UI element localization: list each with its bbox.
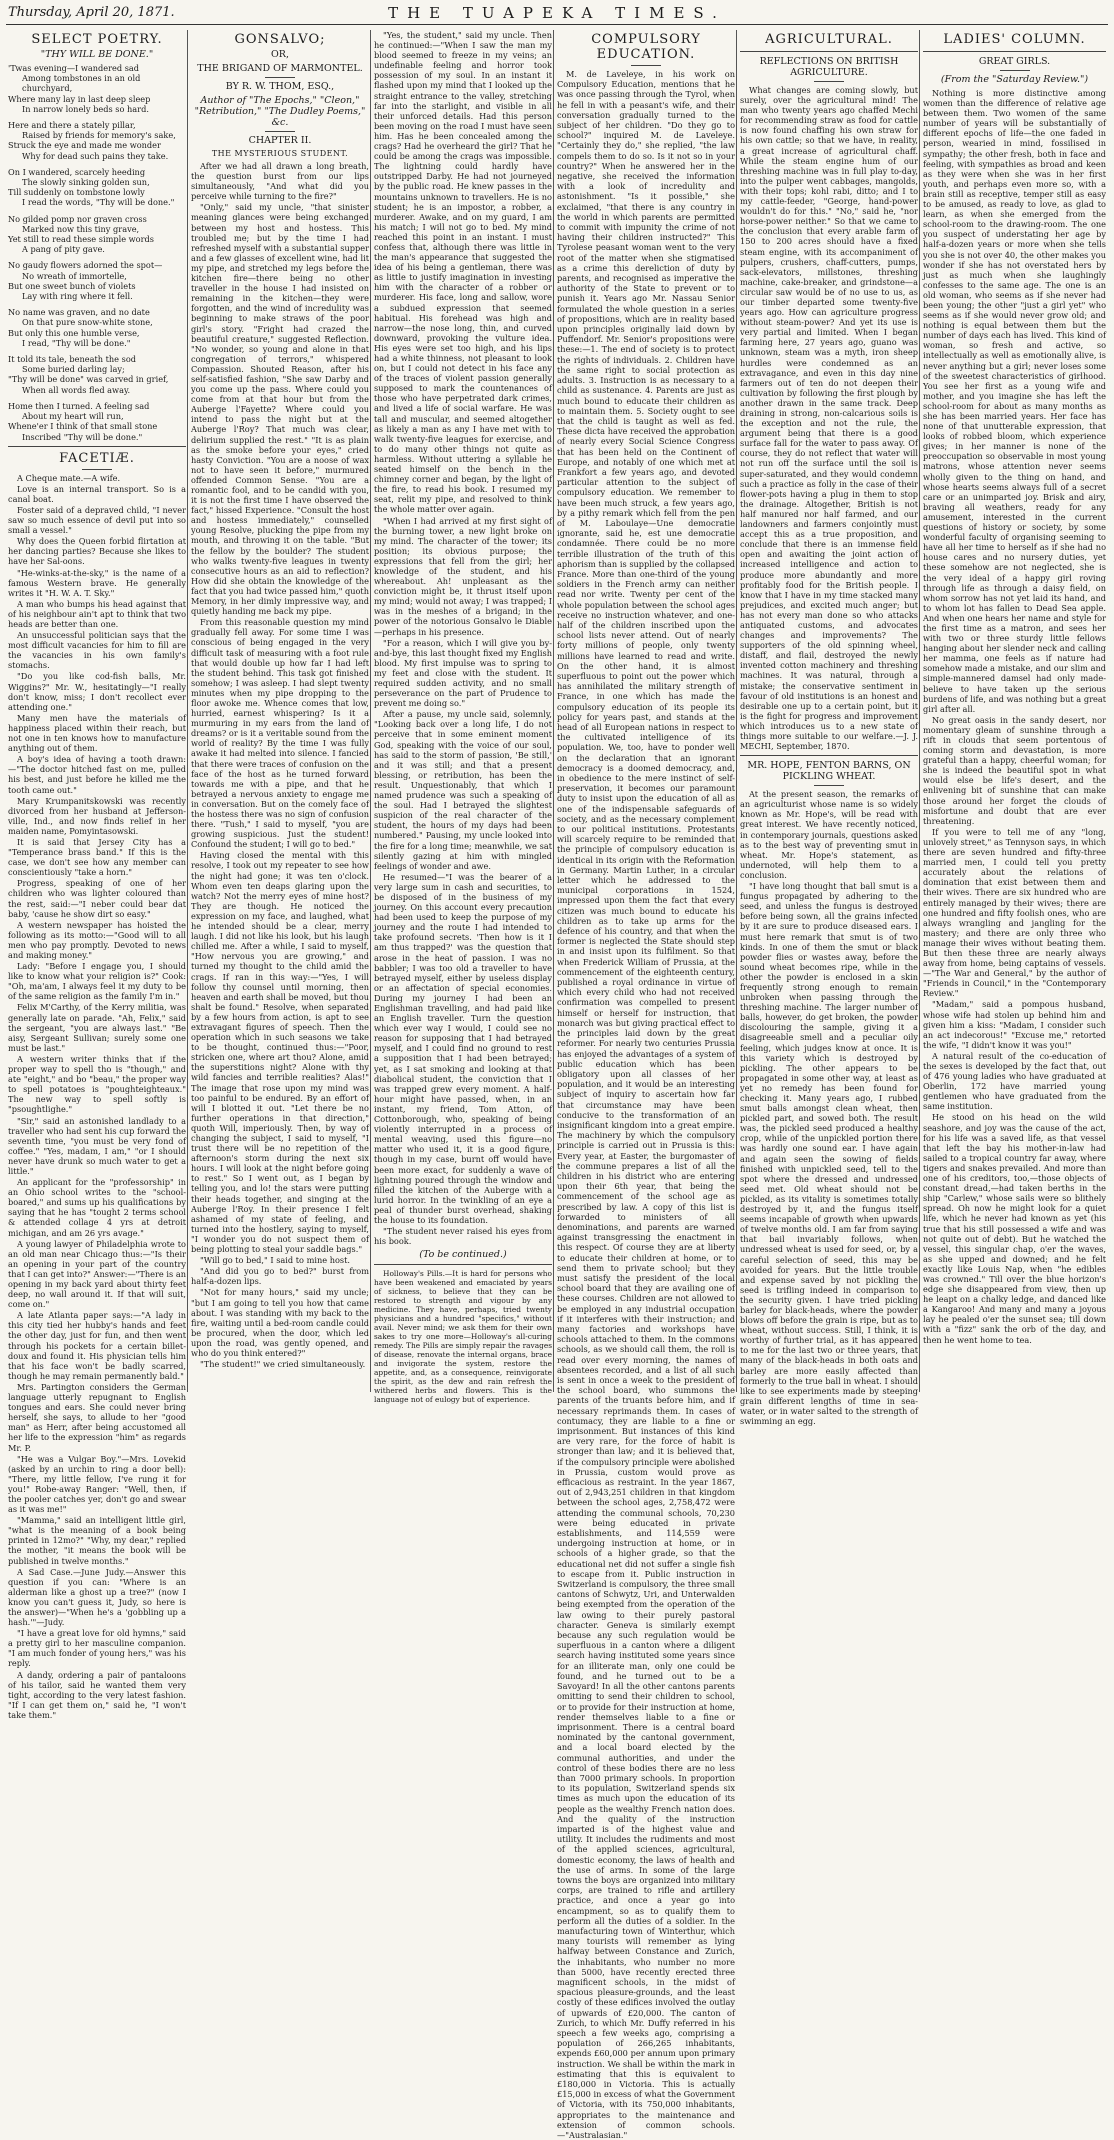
article-paragraph: A natural result of the co-education of the sexes is developed by the fact that, out of 476 young ladies who have graduated at Oberlin, 172 have married young gentlemen who have graduated from the same institution. xyxy=(923,1050,1106,1112)
story-credit: Author of "The Epochs," "Cleon," "Retribution," "The Dudley Poems," &c. xyxy=(194,95,366,128)
column-compulsory-education xyxy=(557,30,735,2140)
column-rule xyxy=(919,30,920,1392)
story-paragraph: From this reasonable question my mind gradually fell away. For some time I was conscious of being engaged in the very difficult task of measuring with a foot rule that would double up how far I had left the student behind. This task got finished somehow; I was asleep. I had slept twenty minutes when my pipe dropping to the floor awoke me. Whence comes that low, hurried, earnest whispering? Is it a murmuring in my ears from the land of dreams? or is it a veritable sound from the world of reality? By the time I was fully awake it had melted into silence. I fancied that there were traces of confusion on the face of the host as he turned forward towards me with a pipe, and that he betrayed a nervous anxiety to engage me in conversation. But on the comely face of the hostess there was no sign of confusion there. "Tush," I said to myself, "you are growing suspicious. Just the student! Confound the student; I will go to bed." xyxy=(191,617,369,850)
article-source: (From the "Saturday Review.") xyxy=(940,74,1089,85)
story-paragraph: "And did you go to bed?" burst from half-a-dozen lips. xyxy=(191,1266,369,1287)
poem-line: No name was graven, and no date xyxy=(8,307,150,318)
facetiae-item: A man who bumps his head against that of his neighbour ain't apt to think that two heads are better than one. xyxy=(8,598,186,630)
facetiae-item: Many men have the materials of happiness placed within their reach, but not one in ten knows how to manufacture anything out of them. xyxy=(8,712,186,754)
story-paragraph: "The student!" we cried simultaneously. xyxy=(200,1359,366,1370)
poem-line: A pang of pity gave. xyxy=(22,244,105,255)
story-paragraph: "For a reason, which I will give you by-and-bye, this last thought fixed my English blood. My first impulse was to spring to my feet and close with the student. It required sudden activity, and no small perseverance on the part of Prudence to prevent me doing so." xyxy=(374,637,552,709)
facetiae-item: A young lawyer of Philadelphia wrote to an old man near Chicago thus:—"Is their an opening in your part of the country that I can get into?" Answer:—"There is an opening in my back yard about thirty feet deep, no wall around it. If that will suit, come on." xyxy=(8,1238,186,1310)
poem-line: Raised by friends for memory's sake, xyxy=(22,130,176,141)
poem-line: 'Twas evening—I wandered sad xyxy=(8,63,140,73)
column-ladies xyxy=(923,30,1106,1392)
poem-line: No gaudy flowers adorned the spot— xyxy=(8,260,163,271)
poem-line: "Thy will be done" was carved in grief, xyxy=(8,374,169,385)
poem-line: Whene'er I think of that small stone xyxy=(8,421,158,432)
facetiae-item: A Cheque mate.—A wife. xyxy=(17,472,121,483)
section-divider xyxy=(740,51,918,52)
facetiae-item: An applicant for the "professorship" in an Ohio school writes to the "school-boared," and sums up his qualifications by saying that he has "tought 2 terms school & attended collage 4 yrs at detroit michigan, and am 26 yrs avage." xyxy=(8,1177,186,1238)
issue-date: Thursday, April 20, 1871. xyxy=(8,5,175,20)
heading-rule xyxy=(82,469,112,470)
section-heading-poetry: SELECT POETRY. xyxy=(31,32,163,47)
facetiae-item: A Sad Case.—June Judy.—Answer this question if you can: "Where is an alderman like a ghost up a tree?" (now I know you can't guess it, Judy, so here is the answer)—"When he's a 'gobbling up a hash.'"—Judy. xyxy=(8,1566,186,1628)
facetiae-item: A late Atlanta paper says:—"A lady in this city tied her hubby's hands and feet the other day, just for fun, and then went through his pockets for a certain billet-doux and found it. His physician tells him that his face won't be badly scarred, though he may remain permanently bald." xyxy=(8,1310,186,1381)
heading-rule xyxy=(265,77,295,78)
facetiae-item: Lady: "Before I engage you, I should like to know what your religion is?" Cook: "Oh, ma'am, I always feel it my duty to be of the same religion as the family I'm in." xyxy=(8,961,186,1002)
column-gonsalvo xyxy=(191,30,369,1392)
column-rule xyxy=(553,30,554,1392)
facetiae-item: Mrs. Partington considers the German language utterly repugnant to English tongues and ears. She could never bring herself, she says, to allude to her "good man" as Herr, after being accustomed all her life to the expression "him" as regards Mr. P. xyxy=(8,1381,186,1453)
story-paragraph: "When I had arrived at my first sight of the burning tower, a new light broke on my mind. The character of the tower; its position; its obvious purpose; the expressions that fell from the girl; her knowledge of the student, and his whereabout. Ah! unpleasant as the conviction might be, it thrust itself upon my mind; would not away; I was trapped; I was in the meshes of a brigand; in the power of the notorious Gonsalvo le Diable—perhaps in his presence. xyxy=(374,515,552,637)
story-body-continued xyxy=(374,30,552,1246)
facetiae-list xyxy=(8,473,186,1720)
facetiae-item: "Mamma," said an intelligent little girl, "what is the meaning of a book being printed in 12mo?" "Why, my dear," replied the mother, "it means the book will be published in twelve months." xyxy=(8,1515,186,1566)
story-subtitle: THE BRIGAND OF MARMONTEL. xyxy=(197,63,363,74)
article-paragraph: "Madam," said a pompous husband, whose wife had stolen up behind him and given him a kiss: "Madam, I consider such an act indecorous!" "Excuse me," retorted the wife, "I didn't know it was you!" xyxy=(923,999,1106,1050)
story-paragraph: After we had all drawn a long breath, the question burst from our lips simultaneously, "And what did you perceive while turning to the fire?" xyxy=(191,161,369,202)
facetiae-item: "He-winks-at-the-sky," is the name of a famous Western brave. He generally writes it "H. W. A. T. Sky." xyxy=(8,567,186,598)
article-paragraph: Nothing is more distinctive among women than the difference of relative age between them. Two women of the same number of years will be substantially of different epochs of life—the one faded in person, wearied in mind, fossilised in sympathy; the other fresh, both in face and feeling, with sympathies as broad and keen as they were when she was in her first youth, and perhaps even more so, with a brain still as receptive, temper still as easy to be amused, as ready to love, as glad to learn, as when she emerged from the school-room to the drawing-room. The one you suspect of understating her age by half-a-dozen years or more when she tells you she is not over 40, the other makes you wonder if she has not overstated hers by just as much when she laughingly confesses to the same age. The one is an old woman, who seems as if she never had been young; the other "just a girl yet" who seems as if she would never grow old; and nothing is equal between them but the number of days each has lived. This kind of woman, so fresh and active, so intellectually as well as emotionally alive, is never anything but a girl; never loses some of the sweetest characteristics of girlhood. You see her first as a young wife and mother, and you imagine she has left the school-room for about as many months as she has been married years. Her face has none of that unutterable expression, that looks of robbed bloom, which experience gives; in her manner is none of the preoccupation so observable in most young matrons, whose attention never seems wholly given to the thing on hand, and whose hearts seems always full of a secret care or an unimparted joy. Brisk and airy, braving all weathers, ready for any amusement, interested in the current questions of history or society, by some wonderful faculty of organising seeming to have all her time to herself as if she had no house cares and no nursery duties, yet these somehow are not neglected, she is the very ideal of a happy girl roving through life as through a daisy field, on whom sorrow has not yet laid its hand, and to whom lot has fallen to Dead Sea apple. And when one hears her name and style for the first time as a matron, and sees her with two or three sturdy little fellows hanging about her slender neck and calling her mamma, one feels as if nature had somehow made a mistake, and our slim and simple-mannered damsel had only made-believe to have taken up the serious burdens of life, and was nothing but a great girl after all. xyxy=(923,88,1106,714)
poem-line: Why for dead such pains they take. xyxy=(22,150,169,161)
facetiae-item: "Sir," said an astonished landlady to a traveller who had sent his cup forward the seventh time, "you must be very fond of coffee." "Yes, madam, I am," "or I should never have drunk so much water to get a little." xyxy=(8,1115,186,1176)
poem-line: Some buried darling lay; xyxy=(22,364,125,375)
facetiae-item: "Do you like cod-fish balls, Mr. Wiggins?" Mr. W., hesitatingly—"I really don't know, miss; I don't recollect ever attending one." xyxy=(8,671,186,712)
article-paragraph: What changes are coming slowly, but surely, over the agricultural mind! The man who twenty years ago chaffed Mechi for recommending straw as food for cattle is now found chaffing his own straw for his own cattle; so that we have, in reality, a great increase of agricultural chaff. While the steam engine hum of our threshing machine was in full play to-day, into the pulper went cabbages, mangolds, with their tops; kohl rabi, ditto; and I to my cattle-feeder, "George, hand-power wouldn't do for this." "No," said he, "nor horse-power neither." So that we came to the conclusion that every arable farm of 150 to 200 acres should have a fixed steam engine, with its accompaniment of pulpers, crushers, chaff-cutters, pumps, sack-elevators, millstones, threshing machine, cake-breaker, and grindstone—a circular saw would be of no use to us, as our timber departed some twenty-five years ago. How can agriculture progress without steam-power? And yet its use is very partial and limited. When I began farming here, 27 years ago, guano was unknown, steam was a myth, iron sheep hurdles were condemned as an extravagance, and even in this day nine farmers out of ten do not deepen their cultivation by following the first plough by another drawn in the same track. Deep draining in strong, non-calcarious soils is the exception and not the rule, the argument being that there is a good surface fall for the water to pass away. Of course, they do not reflect that water will not run off the surface until the soil is super-saturated, and they would condemn such a practice as folly in the case of their flower-pots having a plug in them to stop the drainage. Altogether, British is not half manured nor half farmed, and our landowners and farmers conjointly must accept this as a true proposition, and conclude that there is an immense field open and awaiting the joint action of increased intelligence and action to produce more abundantly and more profitably food for the British people. I know that I have in my time stacked many prejudices, and excited much anger; but has not every man done so who attacks antiquated customs, and advocates changes and improvements? The supporters of the old spinning wheel, distaff, and flail, destroyed the newly invented cotton machinery and threshing machines. It was natural, through a mistake; the conservative sentiment in favour of old institutions is an honest and desirable one up to a certain point, but it is the fight for progress and improvement which introduces us to a new state of things more suitable to our welfare.—J. J. MECHI, September, 1870. xyxy=(740,85,918,752)
story-or: OR, xyxy=(271,49,289,60)
column-rule xyxy=(187,30,188,1392)
holloway-pills-ad: Holloway's Pills.—It is hard for persons who have been weakened and emaciated by years of sickness, to believe that they can be restored to strength and vigour by any medicine. They have, perhaps, tried twenty physicians and a hundred "specifics," without avail. Never mind; we ask them for their own sakes to try one more—Holloway's all-curing remedy. The Pills are simply repair the ravages of disease, renovate the internal organs, brace and invigorate the system, restore the appetite, and, as a consequence, reinvigorate the spirit, as the dew and rain refresh the withered herbs and flowers. This is the language not of eulogy but of experience. xyxy=(374,1269,552,1405)
poem-line: Among tombstones in an old churchyard, xyxy=(22,73,141,94)
section-heading-facetiae: FACETIÆ. xyxy=(59,450,135,466)
story-paragraph: "Yes, the student," said my uncle. Then he continued:—"When I saw the man my blood seemed to freeze in my veins; an undefinable feeling and horror took possession of my soul. In an instant it flashed upon my mind that I looked up the straight entrance to the valley, stretching far into the starlight, and visible in all their unforced details. Had this person been moving on the road I must have seen him. Has he been concealed among the crags? Had he overheard the girl? That he could be among the crags was impossible. The lightning could hardly have outstripped Darby. He had not journeyed by the public road. He knew passes in the mountains unknown to travellers. He is no student; he is an impostor, a robber, a murderer. Awake, and on my guard, I am his match; I will not go to bed. My mind reached this point in an instant. I must confess that, although there was little in the man's appearance that suggested the idea of his being a gentleman, there was as little to justify imagination in investing him with the character of a robber or murderer. His face, long and sallow, wore a subdued expression that seemed habitual. His forehead was high and narrow—the nose long, thin, and curved downward, provoking the vulture idea. His eyes were set too high, and his lips had a white thinness, not pleasant to look on, but I could not detect in his face any of the traces of violent passion generally supposed to mark the countenances of those who have perpetrated dark crimes, and lived a life of social warfare. He was tall and muscular, and seemed altogether as likely a man as any I have met with to walk twenty-five leagues for exercise, and to do many other things not quite as harmless. Without uttering a syllable he seated himself on the bench in the chimney corner and began, by the light of the fire, to read his book. I resumed my seat, relit my pipe, and resolved to think the whole matter over again. xyxy=(374,30,552,515)
column-agricultural xyxy=(740,30,918,1426)
article-title-reflections: REFLECTIONS ON BRITISH AGRICULTURE. xyxy=(759,56,899,78)
facetiae-item: Progress, speaking of one of her children who was lighter coloured than the rest, said:—"I neber could bear dat baby, 'cause he show dirt so easy." xyxy=(8,878,186,919)
advertisement xyxy=(374,1269,552,1404)
poem-line: It told its tale, beneath the sod xyxy=(8,354,136,365)
article-paragraph: If you were to tell me of any "long, unlovely street," as Tennyson says, in which there are seven hundred and fifty-three married men, I could tell you pretty accurately about the relations of domination that exist between them and their wives. There are six hundred who are entirely managed by their wives; there are one hundred and fifty foolish ones, who are always wrangling and jangling for the mastery; and there are only three who manage their wives without beating them. But then these three are nearly always away from home, being captains of vessels.—"The War and General," by the author of "Friends in Council," in the "Contemporary Review." xyxy=(923,826,1106,999)
story-paragraph: "Will go to bed," I said to mine host. xyxy=(200,1255,350,1266)
facetiae-item: It is said that Jersey City has a "Temperance brass band." If this is the case, we don't see how any member can conscientiously "take a horn." xyxy=(8,836,186,878)
poem-line: I read the words, "Thy will be done." xyxy=(22,197,175,208)
column-gonsalvo-continued xyxy=(374,30,552,1405)
section-heading-agricultural: AGRICULTURAL. xyxy=(765,32,893,47)
poem-line: Where many lay in last deep sleep xyxy=(8,93,151,104)
article-title-pickling: MR. HOPE, FENTON BARNS, ON PICKLING WHEAT. xyxy=(747,760,911,783)
poem-line: In narrow lonely beds so hard. xyxy=(22,103,149,114)
section-divider xyxy=(740,755,918,756)
facetiae-item: A dandy, ordering a pair of pantaloons of his tailor, said he wanted them very tight, according to the very latest fashion. "If I can get them on," said he, "I won't take them." xyxy=(8,1669,186,1720)
poem-line: On I wandered, scarcely heeding xyxy=(8,166,146,177)
section-heading-education: COMPULSORY EDUCATION. xyxy=(591,32,701,62)
section-divider xyxy=(374,1264,552,1265)
great-girls-article xyxy=(923,88,1106,1345)
story-paragraph: He resumed—"I was the bearer of a very large sum in cash and securities, to be disposed of in the business of my journey. On this account every precaution had been used to keep the purpose of my journey and the route I had intended to take profound secrets. 'Then how is it I am thus trapped?' was the question that arose in the heat of passion. I was no babbler; I was too old a traveller to have betrayed myself, either by useless display or an affectation of special economies. During my journey I had been an Englishman travelling, and had paid like an English traveller. Turn the question which ever way I would, I could see no reason for supposing that I had betrayed myself, and I could find no ground to rest a supposition that I had been betrayed; yet, as I sat smoking and looking at that diabolical student, the conviction that I was trapped grew every moment. A half-hour might have passed, when, in an instant, my friend, Tom Atton, of Cottonborough, who, speaking of being violently interrupted in a process of mental weaving, used this figure—no matter who used it, it is a good figure, though in my case, burnt off would have been more exact, for suddenly a wave of lightning poured through the window and filled the kitchen of the Auberge with a lurid horror. In the twinkling of an eye a peal of thunder burst overhead, shaking the house to its foundation. xyxy=(374,871,552,1225)
poem-line: But only this one humble verse, xyxy=(8,327,140,338)
section-heading-ladies: LADIES' COLUMN. xyxy=(943,32,1086,47)
facetiae-item: Felix M'Carthy, of the Kerry militia, was generally late on parade. "Ah, Felix," said the sergeant, "you are always last." "Be aisy, Sergeant Sullivan; surely some one must be last." xyxy=(8,1002,186,1053)
story-title: GONSALVO; xyxy=(234,32,326,47)
facetiae-item: Foster said of a depraved child, "I never saw so much essence of devil put into so small a vessel." xyxy=(8,504,186,536)
education-article xyxy=(557,69,735,2140)
chapter-number: CHAPTER II. xyxy=(248,135,312,146)
chapter-title: THE MYSTERIOUS STUDENT. xyxy=(211,149,349,158)
facetiae-item: A western newspaper has hoisted the following as its motto:—"Good will to all men who pay promptly. Devoted to news and making money." xyxy=(8,919,186,961)
facetiae-item: Why does the Queen forbid flirtation at her dancing parties? Because she likes to have her Sal-oons. xyxy=(8,536,186,567)
facetiae-item: Mary Krumpanitskowski was recently divorced from her husband at Jefferson-ville, Ind., and now finds relief in her maiden name, Pomyintasowski. xyxy=(8,795,186,836)
to-be-continued: (To be continued.) xyxy=(419,1249,507,1261)
article-paragraph: At the present season, the remarks of an agriculturist whose name is so widely known as Mr. Hope's, will be read with great interest. We have recently noticed, in contemporary journals, questions asked as to the best way of preventing smut in wheat. Mr. Hope's statement, as undernoted, will help them to a conclusion. xyxy=(740,789,918,880)
story-paragraph: Having closed the mental with this resolve, I took out my repeater to see how the night had gone; it was ten o'clock. Whom even ten deaps glaring upon the watch? Not the merry eyes of mine host? They are though. He noticed the expression on my face, and laughed, what he intended should be a clear, merry laugh. I did not like his look, but his laugh chilled me. After a while, I said to myself, "How nervous you are growing," and turned my thought to the child amid the crags. If ran in this way:—"Yes, I will follow thy counsel until morning, then heaven and earth shall be moved, but thou shalt be found." Resolve, when separated by a few hours from action, is apt to see extravagant figures of speech. Then the operation which in such seasons we take to be thought, continued thus:—"Poor, stricken one, where art thou? Alone, amid the superstitions night? Alone with thy wild fancies and terrible realities? Alas!" The image that rose upon my mind was too painful to be endured. By an effort of will I blotted it out. "Let there be no further operations in that direction," quoth Will, imperiously. Then, by way of changing the subject, I said to myself, "I trust there will be no repetition of the afternoon's storm during the next six hours. I will look at the night before going to rest." So I went out, as I began by telling you, and lo! the stars were putting their heads together, and singing at the Auberge l'Roy. In their presence I felt ashamed of my state of feeling, and turned into the hostlery, saying to myself, "I wonder you do not suspect them of being plotting to steal your saddle bags." xyxy=(191,850,369,1255)
facetiae-item: A boy's idea of having a tooth drawn:—"The doctor hitched fast on me, pulled his best, and just before he killed me the tooth came out." xyxy=(8,754,186,795)
facetiae-item: "I have a great love for old hymns," said a pretty girl to her masculine companion. "I am much fonder of young hers," was his reply. xyxy=(8,1628,186,1669)
poem-line: Here and there a stately pillar, xyxy=(8,120,136,131)
poem-line: Till suddenly on tombstone lowly xyxy=(8,187,145,198)
facetiae-item: "He was a Vulgar Boy."—Mrs. Lovekid (asked by an urchin to ring a door bell): "There, my little fellow, I've rung it for you!" Robe-away Ranger: "Well, then, if the pooler catches yer, don't go and swear as it was me!" xyxy=(8,1453,186,1515)
poem-line: Struck the eye and made me wonder xyxy=(8,140,161,151)
poem-line: But one sweet bunch of violets xyxy=(8,280,136,291)
story-paragraph: "Only," said my uncle, "that sinister meaning glances were being exchanged between my host and hostess. This troubled me; but by the time I had refreshed myself with a substantial supper and a few glasses of excellent wine, had lit my pipe, and stretched my legs before the kitchen fire—there being no other traveller in the house I had insisted on remaining in the kitchen—they were forgotten, and the wind of incredulity was beginning to make straws of the poor girl's story. "Fright had crazed the beautiful creature," suggested Reflection. "No wonder, so young and alone in that congregation of terrors," whispered Compassion. Shouted Reason, after his self-satisfied fashion, "She saw Darby and you come up the pass. Where could you come from at that hour but from the Auberge l'Fayette? Where could you intend to pass the night but at the Auberge l'Roy? That much was clear, delirium supplied the rest." "It is as plain as the smoke before your eyes," cried hasty Conviction. "You are a noose of wax not to have seen it before," murmured offended Common Sense. "You are a romantic fool, and to be candid with you, it is not the first time I have observed the fact," hissed Experience. "Consult the host and hostess immediately," counselled young Resolve, plucking the pipe from my mouth, and throwing it on the table. "But the fellow by the boulder? The student who walks twenty-five leagues in twenty consecutive hours as an aid to reflection? How did she obtain the knowledge of the fact that you had twice passed him," quoth Memory, in her dimly impressive way, and quietly handing me back my pipe. xyxy=(191,202,369,617)
facetiae-item: An unsuccessful politician says that the most difficult vacancies for him to fill are the vacancies in his own family's stomachs. xyxy=(8,630,186,671)
story-paragraph: After a pause, my uncle said, solemnly, "Looking back over a long life, I do not perceive that in some eminent moment God, speaking with the voice of our soul, has said to the storm of passion, 'Be still,' and it was still; and that a present blessing, or retribution, has been the result. Unquestionably, that which I named prudence was such a speaking of the soul. Had I betrayed the slightest suspicion of the real character of the student, the hours of my days had been numbered." Pausing, my uncle looked into the fire for a long time; meanwhile, we sat silently gazing at him with mingled feelings of wonder and awe. xyxy=(374,709,552,871)
story-byline: BY R. W. THOM, ESQ., xyxy=(225,81,335,92)
poem-line: Inscribed "Thy will be done." xyxy=(22,431,143,442)
article-paragraph: M. de Laveleye, in his work on Compulsory Education, mentions that he was once passing through the Tyrol, when he fell in with a peasant's wife, and their conversation gradually turned to the subject of her children. "Do they go to school?" inquired M. de Laveleye. "Certainly they do," she replied, "the law compels them to do so. Is it not so in your country?" When he answered her in the negative, she received the information with a look of incredulity and astonishment. "Is it possible," she exclaimed, "that there is any country in the world in which parents are permitted to commit with impunity the crime of not having their children instructed?" This Tyrolese peasant woman went to the very root of the matter when she stigmatised as a crime this dereliction of duty by parents, and recognised as imperative the authority of the State to prevent or to punish it. Years ago Mr. Nassau Senior formulated the whole question in a series of propositions, which are in reality based upon principles originally laid down by Puffendorf. Mr. Senior's propositions were these:—1. The end of society is to protect the rights of individuals. 2. Children have the same right to social protection as adults. 3. Instruction is as necessary to a child as sustenance. 4. Parents are just as much bound to educate their children as to maintain them. 5. Society ought to see that the child is taught as well as fed. These dicta have received the approbation of nearly every Social Science Congress that has been held on the Continent of Europe, and notably of one which met at Frankfort a few years ago, and devoted particular attention to the subject of compulsory education. We remember to have been much struck, a few years ago, by a pithy remark which fell from the pen of M. Laboulaye—Une democratie ignorante, said he, est une democratie condamnée. There could be no more terrible illustration of the truth of this aphorism than is supplied by the collapsed France. More than one-third of the young soldiers in the French army can neither read nor write. Twenty per cent of the whole population between the school ages receive no instruction whatever, and one-half of the children inscribed upon the school lists never attend. Out of nearly forty millions of people, only twenty millions have learned to read and write. On the other hand, it is almost superfluous to point out the power which has annihilated the military strength of France, in one which has made the compulsory education of its people its policy for years past, and stands at the head of all European nations in respect to the cultivated intelligence of its population. We, too, have to ponder well on the declaration that an ignorant democracy is a doomed democracy, and, in obedience to the mere instinct of self-preservation, it becomes our paramount duty to insist upon the education of all as one of the indispensable safeguards of society, and as the necessary complement to our political institutions. Protestants will scarcely require to be reminded that the principle of compulsory education is identical in its origin with the Reformation in Germany. Martin Luther, in a circular letter which he addressed to the municipal corporations in 1524, impressed upon them the fact that every citizen was much bound to educate his children as to take up arms for the defence of his country, and that when the former is neglected the State should step in and insist upon its fulfilment. So that when Frederick William of Prussia, at the commencement of the eighteenth century, published a royal ordinance in virtue of which every child who had not received confirmation was compelled to present himself or herself for instruction, that monarch was but giving practical effect to the principles laid down by the great reformer. For nearly two centuries Prussia has enjoyed the advantages of a system of public education which has been obligatory upon all classes of her population, and it would be an interesting subject of inquiry to ascertain how far that circumstance may have been conducive to the transformation of an insignificant kingdom into a great empire. The machinery by which the compulsory principle is carried out in Prussia is this: Every year, at Easter, the burgomaster of the commune prepares a list of all the children in his district who are entering upon their 6th year, that being the commencement of the school age as prescribed by law. A copy of this list is forwarded to ministers of all denominations, and parents are warned against transgressing the enactment in this respect. Of course they are at liberty to educate their children at home, or to send them to private school; but they must satisfy the president of the local school board that they are availing one of these courses. Children are not allowed to be employed in any industrial occupation if it interferes with their instruction; and many factories and workshops have schools attached to them. In the commons schools, as we should call them, the roll is read over every morning, the names of absentees recorded, and a list of all such is sent in once a week to the president of the school board, who summons the parents of the truants before him, and if necessary reprimands them. In cases of contumacy, they are liable to a fine or imprisonment. But instances of this kind are very rare, for the force of habit is stronger than law; and it is believed that, if the compulsory principle were abolished in Prussia, custom would prove as efficacious as restraint. In the year 1867, out of 2,943,251 children in that kingdom between the school ages, 2,758,472 were attending the communal schools, 70,230 were being educated in private establishments, and 114,559 were undergoing instruction at home, or in schools of a higher grade, so that the educational net did not suffer a single fish to escape from it. Public instruction in Switzerland is compulsory, the three small cantons of Schwytz, Uri, and Unterwalden being exempted from the operation of the law owing to their purely pastoral character. Geneva is similarly exempt because any such regulation would be superfluous in a canton where a diligent search having instituted some years since for an illiterate man, only one could be found, and he turned out to be a Savoyard! In all the other cantons parents omitting to send their children to school, or to provide for their instruction at home, render themselves liable to a fine or imprisonment. There is a central board nominated by the cantonal government, and a local board elected by the communal authorities, and under the control of these bodies there are no less than 7000 primary schools. In proportion to its population, Switzerland spends six times as much upon the education of its people as the wealthy French nation does. And the quality of the instruction imparted is of the highest value and utility. It includes the rudiments and most of the applied sciences, agricultural, domestic economy, the laws of health and the use of arms. In some of the large towns the boys are organized into military corps, are trained to rifle and artillery practice, and once a year go into encampment, so as to qualify them to perform all the duties of a soldier. In the manufacturing town of Winterthur, which many tourists will remember as lying halfway between Constance and Zurich, the inhabitants, who number no more than 5000, have recently erected three magnificent schools, in the midst of spacious pleasure-grounds, and the least costly of these edifices involved the outlay of upwards of £20,000. The canton of Zurich, to which Mr. Duffy referred in his speech a few weeks ago, comprising a population of 266,265 inhabitants, expends £60,000 per annum upon primary instruction. We shall be within the mark in estimating that this is equivalent to £180,000 in Victoria. This is actually £15,000 in excess of what the Government of Victoria, with its 750,000 inhabitants, appropriates to the maintenance and extension of common schools.—"Australasian." xyxy=(557,69,735,2140)
masthead-rule xyxy=(6,24,1108,25)
masthead xyxy=(0,0,1114,26)
section-divider xyxy=(8,446,186,447)
poem-line: Lay with ring where it fell. xyxy=(22,291,133,302)
poem-line: About my heart will run, xyxy=(22,411,124,422)
column-rule xyxy=(370,30,371,1392)
heading-rule xyxy=(265,131,295,132)
heading-rule xyxy=(814,785,844,786)
heading-rule xyxy=(1000,70,1030,71)
poem-line: Home then I turned. A feeling sad xyxy=(8,400,150,411)
heading-rule xyxy=(814,81,844,82)
poem-line: Yet still to read these simple words xyxy=(8,234,154,245)
heading-rule xyxy=(631,65,661,66)
poem-line: No wreath of immortelle, xyxy=(22,270,127,281)
reflections-article xyxy=(740,85,918,751)
facetiae-item: A western writer thinks that if the proper way to spell tho is "though," and ate "eight," and bo "beau," the proper way to spell potatoes is "poughteighteaux." The new way to spell softly is "psoughtlighe." xyxy=(8,1053,186,1115)
pickling-article xyxy=(740,789,918,1426)
article-paragraph: "I have long thought that ball smut is a fungus propagated by adhering to the seed, and unless the fungus is destroyed before being sown, all the grains infected by it are sure to produce diseased ears. I must here remark that smut is of two kinds. In one of them the smut or black powder flies or wastes away, before the sound wheat becomes ripe, while in the other the powder is enclosed in a skin frequently strong enough to remain unbroken when passing through the threshing machine. The larger number of balls, however, do get broken, the powder discolouring the sample, giving it a disagreeable smell and a peculiar oily feeling, which judges know at once. It is this variety which is destroyed by pickling. The other appears to be propagated in some other way, at least as yet no remedy has been found for checking it. Many years ago, I rubbed smut balls amongst clean wheat, then pickled part, and sowed both. The result was, the pickled seed produced a healthy crop, while of the unpickled portion there was hardly one sound ear. I have again and again seen the sowing of fields finished with unpickled seed, tell to the spot where the dressed and undressed seed met. Old wheat should not be pickled, as its vitality is sometimes totally destroyed by it, and the fungus itself seems incapable of growth when upwards of twelve months old. I am far from saying that bail invariably follows, when undressed wheat is used for seed, or, by a careful selection of seed, this may be avoided for years. But the little trouble and expense saved by not pickling the seed is trifling indeed in comparison to the security given. I have tried pickling barley for black-heads, where the powder blows off before the grain is ripe, but as to wheat, without success. Still, I think, it is worthy of further trial, as it has appeared to me for the last two or three years, that many of the black-heads in both oats and barley are more easily affected than formerly to the true ball in wheat. I should like to see experiments made by steeping grain different lengths of time in sea-water, or in water salted to the strength of swimming an egg. xyxy=(740,881,918,1426)
article-title-great-girls: GREAT GIRLS. xyxy=(978,56,1051,67)
poem xyxy=(8,63,186,442)
poem-line: The slowly sinking golden sun, xyxy=(22,177,150,188)
poem-line: No gilded pomp nor graven cross xyxy=(8,213,147,224)
story-body xyxy=(191,161,369,1369)
newspaper-title: THE TUAPEKA TIMES. xyxy=(388,4,726,22)
poem-line: When all words fled away. xyxy=(22,384,131,395)
article-paragraph: He stood on his head on the wild seashore, and joy was the cause of the act, for his life was a saved life, as that vessel that left the bay his mother-in-law had sailed to a tropical country far away, where tigers and snakes prevailed. And more than one of his creditors, too,—those objects of constant dread,—had taken berths in the ship "Carlew," whose sails were so blithely spread. Oh now he might look for a quiet life, which he never had known as yet (his true that his still possessed a wife and was not quite out of debt). But he watched the vessel, this singular chap, o'er the waves, as she upped and downed; and he felt exactly like Louis Nap, when "he edibles was crowned." Till over the blue horizon's edge she disappeared from view, then up he leapt on a chalky ledge, and danced like a Kangaroo! And many and many a joyous lay he pealed o'er the sunset sea; till down with a "fizz" sank the orb of the day, and then he went home to tea. xyxy=(923,1112,1106,1345)
facetiae-item: Love is an internal transport. So is a canal boat. xyxy=(8,483,186,504)
poem-title: "THY WILL BE DONE." xyxy=(40,49,154,60)
poem-line: Marked now this tiny grave, xyxy=(22,223,140,234)
story-paragraph: "Not for many hours," said my uncle; "but I am going to tell you how that came about. I was standing with my back to the fire, waiting until a bed-room candle could be procured, when the door, which led upon the road, was gently opened, and who do you think entered?" xyxy=(191,1287,369,1358)
poem-line: On that pure snow-white stone, xyxy=(22,317,153,328)
column-rule xyxy=(736,30,737,1392)
column-poetry-facetiae xyxy=(8,30,186,1720)
article-paragraph: No great oasis in the sandy desert, nor momentary gleam of sunshine through a rift in clouds that seem portentous of coming storm and devastation, is more grateful than a happy, cheerful woman; for she is indeed the beautiful spot in what would else be life's desert, and the enlivening bit of sunshine that can make those around her forget the clouds of misfortune and doubt that are ever threatening. xyxy=(923,714,1106,826)
poem-line: I read, "Thy will be done." xyxy=(22,337,131,348)
section-divider xyxy=(923,51,1106,52)
story-paragraph: "The student never raised his eyes from his book. xyxy=(374,1226,552,1247)
